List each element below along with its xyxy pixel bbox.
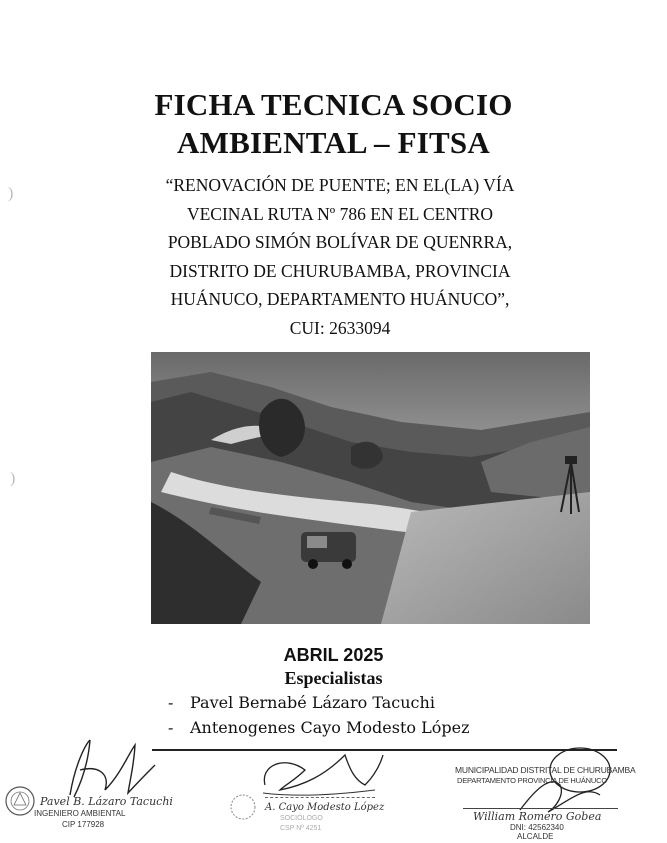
signer-middle-line2: SOCIÓLOGO — [280, 815, 323, 822]
document-date: ABRIL 2025 — [283, 645, 384, 665]
stamp-dash-line — [265, 797, 375, 798]
municipal-stamp-line2: DEPARTAMENTO PROVINCIA DE HUÁNUCO — [457, 776, 607, 785]
seal-middle — [229, 793, 257, 821]
specialist-name: Antenogenes Cayo Modesto López — [190, 718, 470, 737]
signer-middle-name: A. Cayo Modesto López — [265, 802, 385, 813]
subtitle-line: HUÁNUCO, DEPARTAMENTO HUÁNUCO”, — [170, 289, 510, 309]
title-line-1: FICHA TECNICA SOCIO — [154, 87, 513, 122]
truck-wheel — [342, 559, 352, 569]
signature-middle — [225, 745, 385, 840]
margin-mark-top: ) — [8, 185, 14, 202]
stamp-rule — [463, 808, 618, 809]
signature-left — [0, 735, 173, 835]
project-description — [140, 171, 540, 342]
landscape-photo-drawing — [151, 352, 590, 624]
signer-right-role: ALCALDE — [517, 832, 554, 841]
signer-left-name: Pavel B. Lázaro Tacuchi — [40, 795, 173, 808]
survey-instrument — [565, 456, 577, 464]
specialists-list — [168, 690, 470, 740]
specialist-name: Pavel Bernabé Lázaro Tacuchi — [190, 693, 435, 712]
specialists-heading: Especialistas — [284, 668, 383, 688]
seal-left — [4, 785, 36, 817]
subtitle-line: VECINAL RUTA Nº 786 EN EL CENTRO — [186, 203, 494, 224]
specialist-item — [168, 690, 470, 715]
truck-wheel — [308, 559, 318, 569]
cui-code: CUI: 2633094 — [289, 317, 391, 338]
specialist-item — [168, 715, 470, 740]
subtitle-line: “RENOVACIÓN DE PUENTE; EN EL(LA) VÍA — [165, 175, 515, 195]
municipal-stamp-line1: MUNICIPALIDAD DISTRITAL DE CHURUBAMBA — [455, 765, 636, 775]
document-title — [0, 86, 667, 162]
site-photo — [151, 352, 590, 624]
subtitle-line: DISTRITO DE CHURUBAMBA, PROVINCIA — [169, 260, 511, 281]
signer-left-cip: CIP 177928 — [62, 820, 105, 829]
signer-middle-line3: CSP Nº 4251 — [280, 825, 322, 832]
signer-right-dni: DNI: 42562340 — [510, 823, 564, 832]
signer-right-name: William Romero Gobea — [473, 810, 602, 823]
list-dash: - — [168, 693, 174, 712]
truck-window — [307, 536, 327, 548]
handwritten-signature-middle — [255, 745, 385, 800]
signer-left-role: INGENIERO AMBIENTAL — [34, 809, 126, 818]
margin-mark-bottom: ) — [10, 470, 16, 487]
title-line-2: AMBIENTAL – FITSA — [177, 125, 490, 160]
signature-right — [455, 740, 655, 840]
subtitle-line: POBLADO SIMÓN BOLÍVAR DE QUENRRA, — [167, 232, 513, 252]
list-dash: - — [168, 718, 174, 737]
